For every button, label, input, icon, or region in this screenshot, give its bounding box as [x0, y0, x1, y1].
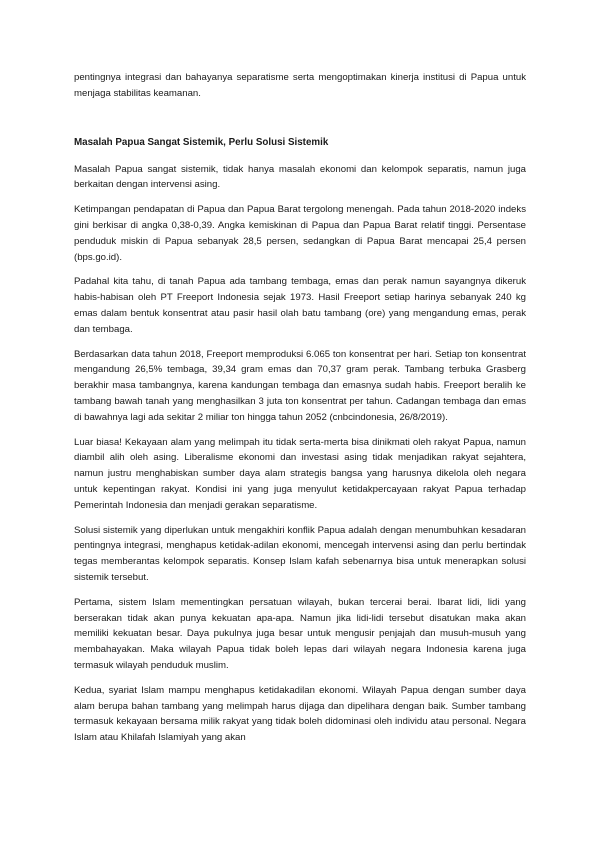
body-paragraph-6: Solusi sistemik yang diperlukan untuk mengakhiri konflik Papua adalah dengan menumbuhkan kesadaran pentingnya integrasi, menghapus ketidak-adilan ekonomi, mencegah intervensi asing dan perlu bertindak tegas memberantas kelompok separatis. Konsep Islam kafah sebenarnya bisa untuk menerapkan solusi sistemik tersebut. — [74, 524, 526, 583]
body-paragraph-8: Kedua, syariat Islam mampu menghapus ketidakadilan ekonomi. Wilayah Papua dengan sumber daya alam berupa bahan tambang yang melimpah harus dijaga dan dipelihara dengan baik. Sumber tambang termasuk kekayaan bersama milik rakyat yang tidak boleh didominasi oleh individu atau personal. Negara Islam atau Khilafah Islamiyah yang akan — [74, 684, 526, 744]
section-heading: Masalah Papua Sangat Sistemik, Perlu Solusi Sistemik — [74, 136, 329, 148]
body-paragraph-2: Ketimpangan pendapatan di Papua dan Papua Barat tergolong menengah. Pada tahun 2018-2020 indeks gini berkisar di angka 0,38-0,39. Angka kemiskinan di Papua dan Papua Barat relatif tinggi. Persentase penduduk miskin di Papua sebanyak 28,5 persen, sedangkan di Papua Barat mencapai 25,4 persen (bps.go.id). — [74, 204, 526, 263]
body-paragraph-5: Luar biasa! Kekayaan alam yang melimpah itu tidak serta-merta bisa dinikmati oleh rakyat Papua, namun diambil alih oleh asing. Liberalisme ekonomi dan investasi asing tidak menjadikan rakyat sejahtera, namun justru menghabiskan sumber daya alam strategis bangsa yang harusnya dikelola oleh negara untuk kepentingan rakyat. Kondisi ini yang juga menyulut ketidakpercayaan rakyat Papua terhadap Pemerintah Indonesia dan menjadi gerakan separatisme. — [74, 436, 526, 511]
intro-continuation-paragraph: pentingnya integrasi dan bahayanya separatisme serta mengoptimakan kinerja institusi di Papua untuk menjaga stabilitas keamanan. — [74, 72, 526, 99]
body-paragraph-3: Padahal kita tahu, di tanah Papua ada tambang tembaga, emas dan perak namun sayangnya dikeruk habis-habisan oleh PT Freeport Indonesia sejak 1973. Hasil Freeport setiap harinya sebanyak 240 kg emas dalam bentuk konsentrat atau pasir hasil olah batu tambang (ore) yang mengandung emas, perak dan tembaga. — [74, 276, 526, 335]
body-paragraph-4: Berdasarkan data tahun 2018, Freeport memproduksi 6.065 ton konsentrat per hari. Setiap ton konsentrat mengandung 26,5% tembaga, 39,34 gram emas dan 70,37 gram perak. Tambang terbuka Grasberg berakhir masa tambangnya, karena kandungan tembaga dan emasnya sudah habis. Freeport beralih ke tambang bawah tanah yang menghasilkan 3 juta ton konsentrat per tahun. Cadangan tembaga dan emas di bawahnya lagi ada sekitar 2 miliar ton hingga tahun 2052 (cnbcindonesia, 26/8/2019). — [74, 348, 526, 423]
body-paragraph-7: Pertama, sistem Islam mementingkan persatuan wilayah, bukan tercerai berai. Ibarat lidi, lidi yang berserakan tidak akan punya kekuatan apa-apa. Namun jika lidi-lidi tersebut disatukan maka akan memiliki kekuatan besar. Daya pukulnya juga besar untuk mengusir penjajah dan musuh-musuh yang membahayakan. Maka wilayah Papua tidak boleh lepas dari wilayah negara Indonesia karena juga termasuk wilayah penduduk muslim. — [74, 596, 526, 671]
body-paragraph-1: Masalah Papua sangat sistemik, tidak hanya masalah ekonomi dan kelompok separatis, namun juga berkaitan dengan intervensi asing. — [74, 163, 526, 191]
